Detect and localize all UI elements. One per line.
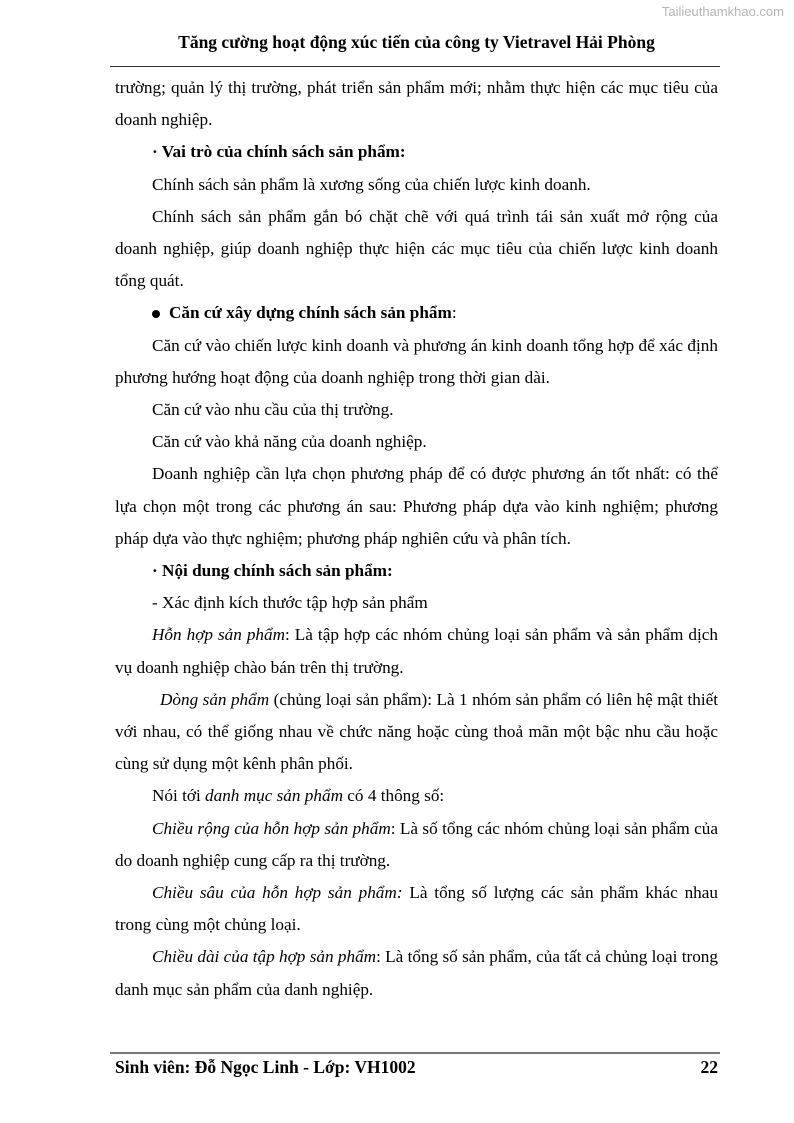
heading-text: · Vai trò của chính sách sản phẩm: (152, 142, 406, 162)
term: Hỗn hợp sản phẩm (152, 625, 286, 645)
paragraph: Doanh nghiệp cần lựa chọn phương pháp để có được phương án tốt nhất: có thể lựa chọn một trong các phương án sau: Phương pháp dựa vào kinh nghiệm; phương pháp dựa vào thực nghiệm; phương pháp nghiên cứu và phân tích. (115, 464, 718, 548)
paragraph (115, 780, 718, 812)
paragraph: trường; quản lý thị trường, phát triển sản phẩm mới; nhằm thực hiện các mục tiêu của doanh nghiệp. (115, 78, 718, 130)
footer-student: Sinh viên: Đỗ Ngọc Linh - Lớp: VH1002 (115, 1057, 416, 1077)
definition: (chủng loại sản phẩm): Là 1 nhóm sản phẩm có liên hệ mật thiết với nhau, có thể giống nhau về chức năng hoặc cùng thoả mãn một bậc nhu cầu hoặc cùng sử dụng một kênh phân phối. (115, 689, 718, 774)
paragraph: Chính sách sản phẩm gắn bó chặt chẽ với quá trình tái sản xuất mở rộng của doanh nghiệp, giúp doanh nghiệp thực hiện các mục tiêu của chiến lược kinh doanh tổng quát. (115, 206, 718, 291)
heading-text: Căn cứ xây dựng chính sách sản phẩm (169, 303, 452, 323)
term: Chiều dài của tập hợp sản phẩm (152, 947, 377, 967)
heading-text: · Nội dung chính sách sản phẩm: (152, 561, 393, 581)
definition: : Là số tổng các nhóm chủng loại sản phẩm của do doanh nghiệp cung cấp ra thị trường. (115, 818, 718, 870)
term: Chiều sâu của hỗn hợp sản phẩm: (152, 883, 403, 903)
paragraph: Chính sách sản phẩm là xương sống của chiến lược kinh doanh. (152, 174, 591, 194)
heading-colon: : (451, 303, 457, 323)
section-heading (115, 136, 718, 168)
footer-divider (110, 1052, 720, 1054)
page-number: 22 (700, 1057, 718, 1077)
section-heading (115, 555, 718, 587)
paragraph (115, 684, 718, 781)
paragraph (115, 941, 718, 1005)
paragraph: - Xác định kích thước tập hợp sản phẩm (152, 593, 428, 613)
section-heading (115, 297, 718, 329)
term: Chiều rộng của hỗn hợp sản phẩm (152, 818, 391, 838)
paragraph (115, 813, 718, 877)
term: danh mục sản phẩm (205, 786, 343, 806)
page-header-title: Tăng cường hoạt động xúc tiến của công ty Vietravel Hải Phòng (178, 32, 655, 52)
definition: : Là tổng số sản phẩm, của tất cả chủng loại trong danh mục sản phẩm của danh nghiệp. (115, 947, 718, 999)
text: có 4 thông số: (343, 786, 445, 806)
definition: Là tổng số lượng các sản phẩm khác nhau trong cùng một chủng loại. (115, 883, 719, 935)
paragraph: Căn cứ vào nhu cầu của thị trường. (152, 400, 394, 420)
text: Nói tới (152, 786, 206, 806)
paragraph (115, 877, 718, 941)
bullet-icon (152, 310, 160, 318)
term: Dòng sản phẩm (160, 689, 270, 709)
watermark: Tailieuthamkhao.com (661, 4, 784, 19)
header-divider (110, 66, 720, 67)
definition: : Là tập hợp các nhóm chủng loại sản phẩm và sản phẩm dịch vụ doanh nghiệp chào bán trên thị trường. (115, 625, 719, 677)
paragraph (115, 619, 718, 683)
paragraph: Căn cứ vào chiến lược kinh doanh và phương án kinh doanh tổng hợp để xác định phương hướng hoạt động của doanh nghiệp trong thời gian dài. (115, 335, 718, 387)
document-body (115, 72, 718, 1006)
paragraph: Căn cứ vào khả năng của doanh nghiệp. (152, 432, 427, 452)
